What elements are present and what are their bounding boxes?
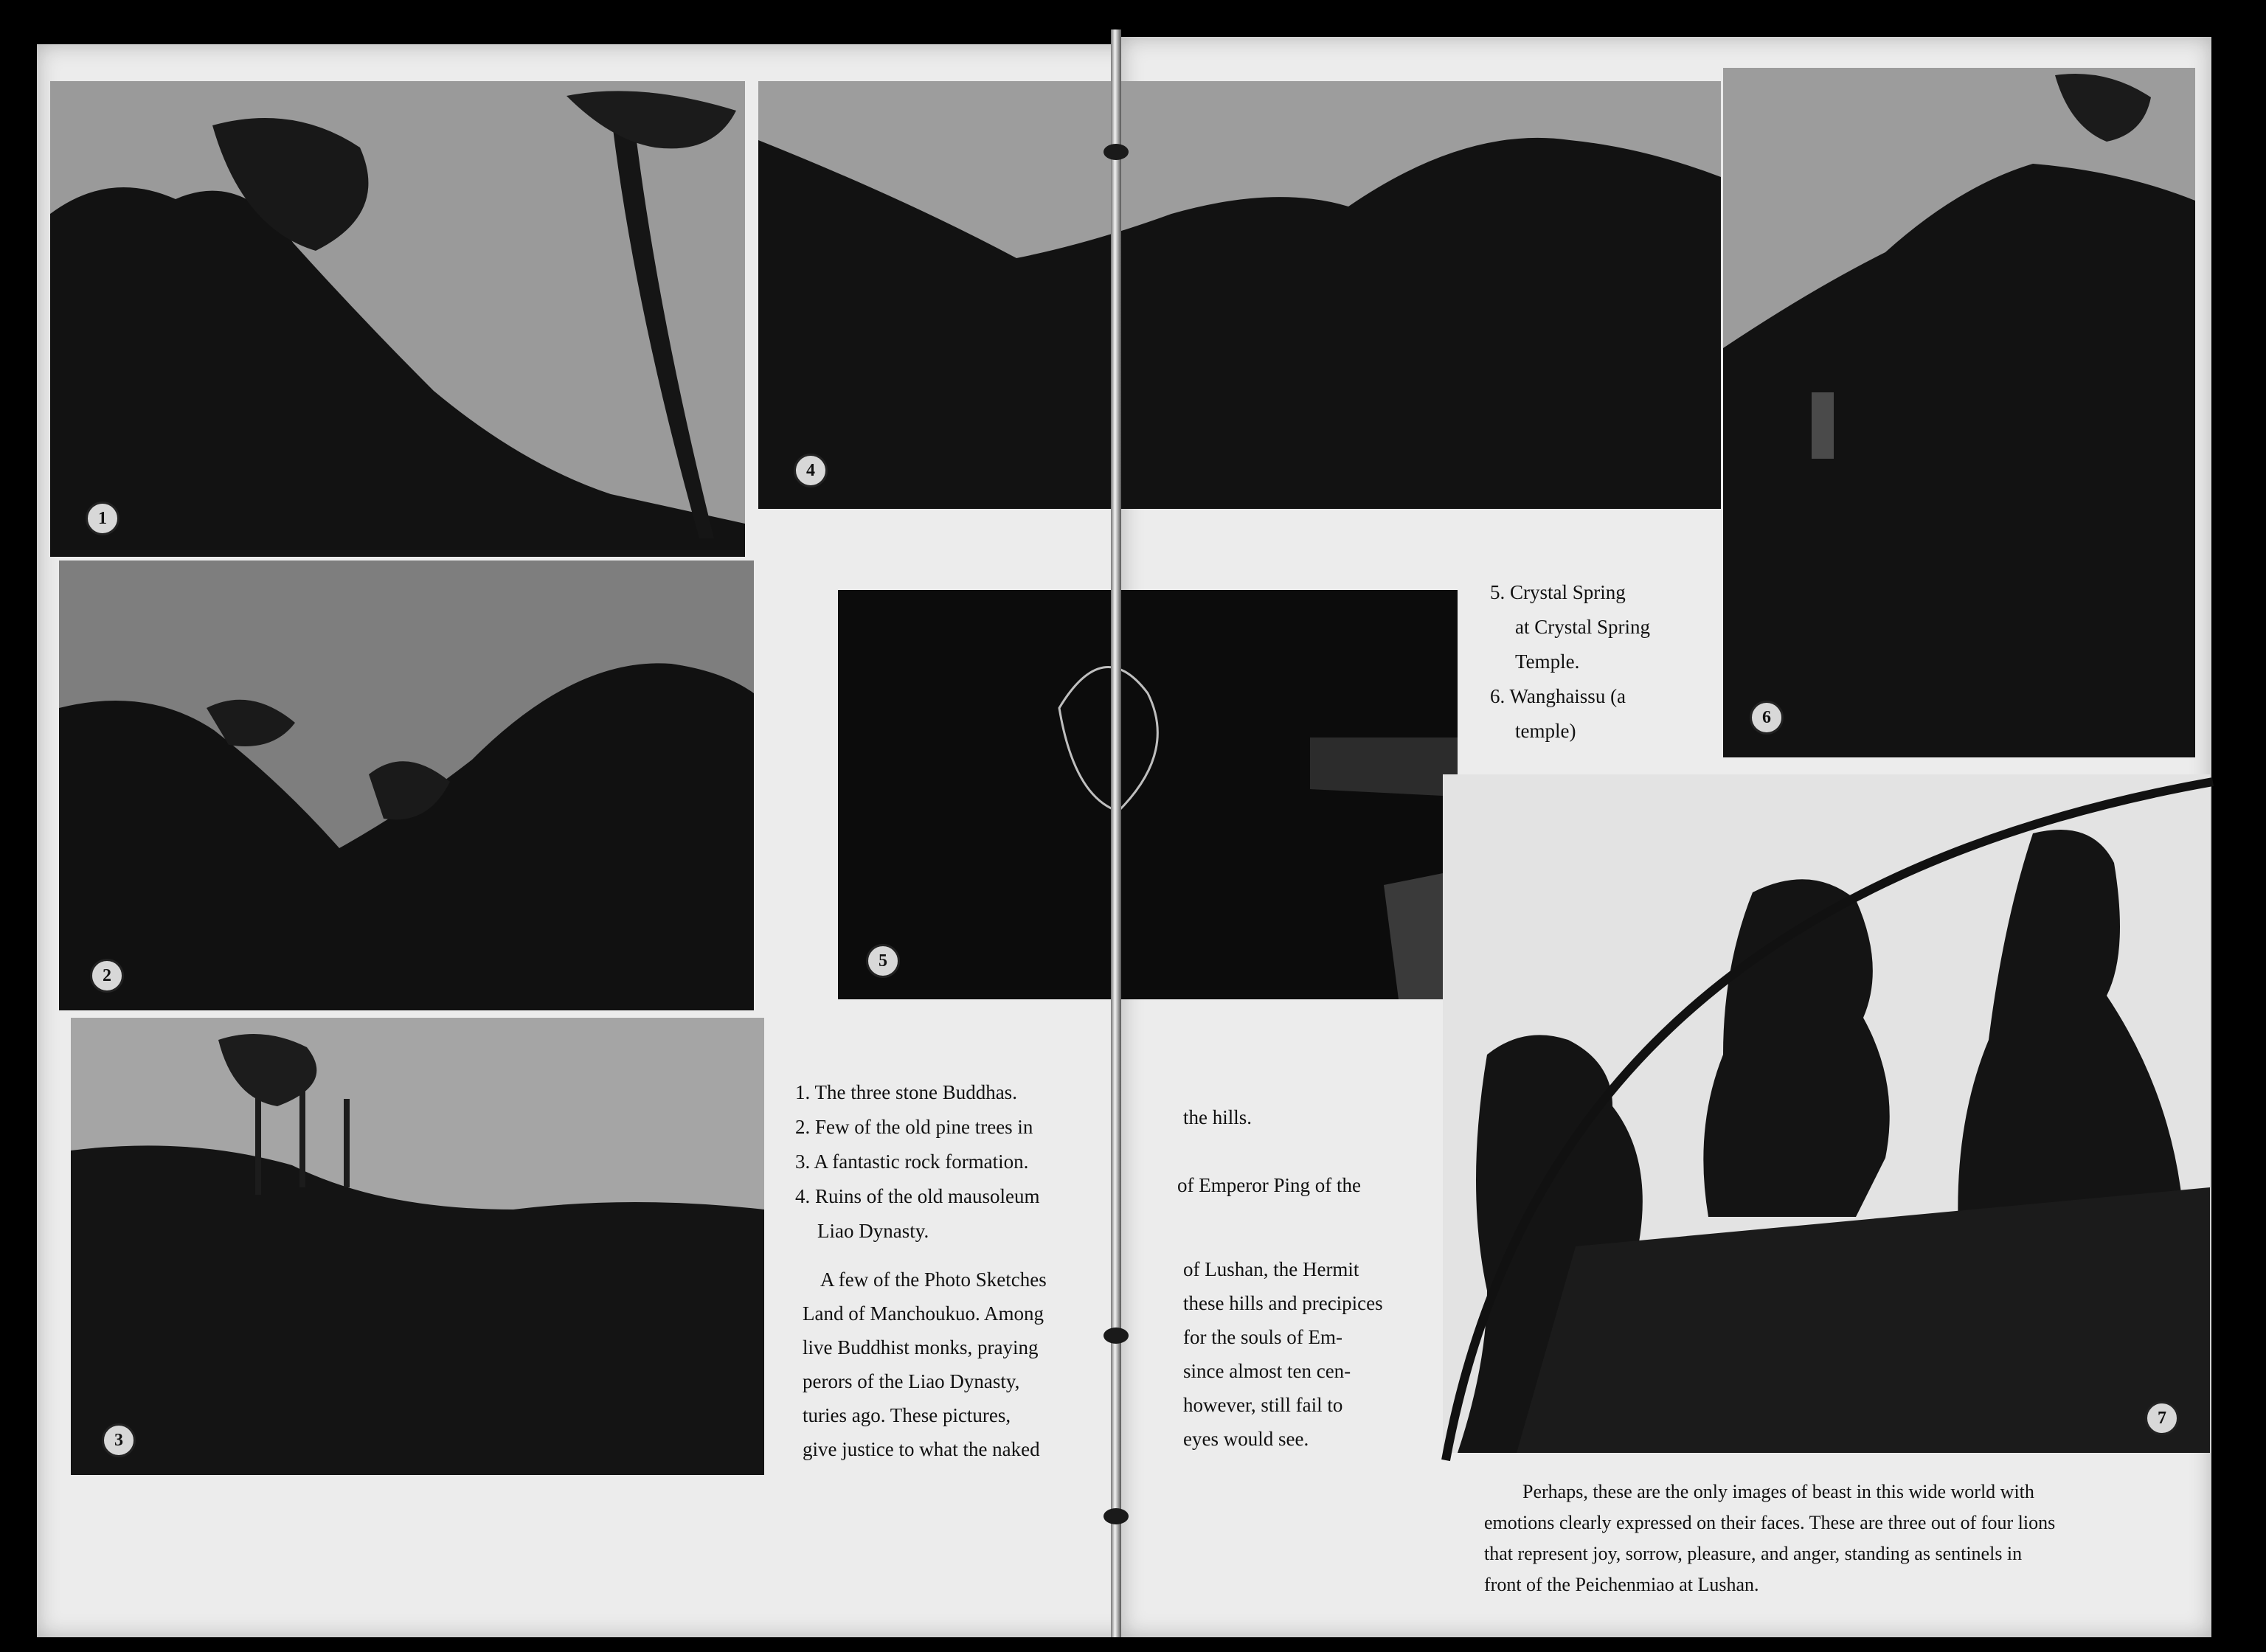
body-line: perors of the Liao Dynasty, xyxy=(803,1370,1020,1392)
caption-item: 5. Crystal Spring xyxy=(1490,581,1626,603)
closing-paragraph xyxy=(1484,1476,2189,1600)
body-line: since almost ten cen- xyxy=(1183,1360,1351,1382)
captions-left xyxy=(795,1075,1039,1249)
closing-line: that represent joy, sorrow, pleasure, and anger, standing as sentinels in xyxy=(1484,1543,2023,1564)
photo-number-badge: 4 xyxy=(794,454,828,487)
body-line: turies ago. These pictures, xyxy=(803,1404,1011,1426)
caption-item: 6. Wanghaissu (a xyxy=(1490,685,1626,707)
caption-item: at Crystal Spring xyxy=(1515,616,1650,638)
body-line: give justice to what the naked xyxy=(803,1438,1040,1460)
caption-item: 1. The three stone Buddhas. xyxy=(795,1081,1017,1103)
photo-4 xyxy=(758,81,1721,509)
photo-number-badge: 1 xyxy=(86,502,119,535)
body-line: the hills. xyxy=(1183,1106,1252,1128)
caption-item: 4. Ruins of the old mausoleum xyxy=(795,1185,1040,1207)
captions-right xyxy=(1490,575,1650,749)
body-line-blank xyxy=(1183,1202,1383,1236)
body-line: A few of the Photo Sketches xyxy=(820,1268,1047,1291)
photo-6 xyxy=(1723,68,2195,757)
body-text-right xyxy=(1177,1100,1383,1456)
body-text-left xyxy=(803,1263,1108,1466)
body-line: eyes would see. xyxy=(1183,1428,1309,1450)
photo-number-badge: 2 xyxy=(90,959,124,993)
caption-item: 3. A fantastic rock formation. xyxy=(795,1150,1029,1173)
body-line: these hills and precipices xyxy=(1183,1292,1383,1314)
body-line-blank xyxy=(1183,1134,1383,1168)
photo-3 xyxy=(71,1018,764,1475)
binding-stitch xyxy=(1103,144,1129,160)
caption-item: Liao Dynasty. xyxy=(817,1220,929,1242)
body-line: Land of Manchoukuo. Among xyxy=(803,1302,1044,1325)
photo-1 xyxy=(50,81,745,557)
body-line: for the souls of Em- xyxy=(1183,1326,1342,1348)
photo-number-badge: 7 xyxy=(2145,1401,2179,1435)
closing-line: emotions clearly expressed on their faces. These are three out of four lions xyxy=(1484,1512,2056,1533)
caption-item: Temple. xyxy=(1515,650,1580,673)
closing-line: Perhaps, these are the only images of beast in this wide world with xyxy=(1522,1481,2034,1502)
body-line-blank xyxy=(1183,1236,1383,1252)
binding-stitch xyxy=(1103,1508,1129,1524)
photo-number-badge: 5 xyxy=(866,944,900,978)
body-line: of Emperor Ping of the xyxy=(1177,1174,1361,1196)
caption-item: 2. Few of the old pine trees in xyxy=(795,1116,1033,1138)
photo-number-badge: 6 xyxy=(1750,701,1784,735)
body-line: however, still fail to xyxy=(1183,1394,1343,1416)
book-spine xyxy=(1111,30,1121,1637)
photo-5 xyxy=(838,590,1458,999)
caption-item: temple) xyxy=(1515,720,1576,742)
photo-2 xyxy=(59,560,754,1010)
closing-line: front of the Peichenmiao at Lushan. xyxy=(1484,1574,1759,1595)
body-line: of Lushan, the Hermit xyxy=(1183,1258,1359,1280)
photo-number-badge: 3 xyxy=(102,1423,136,1457)
photo-7 xyxy=(1443,774,2210,1453)
body-line: live Buddhist monks, praying xyxy=(803,1336,1039,1358)
